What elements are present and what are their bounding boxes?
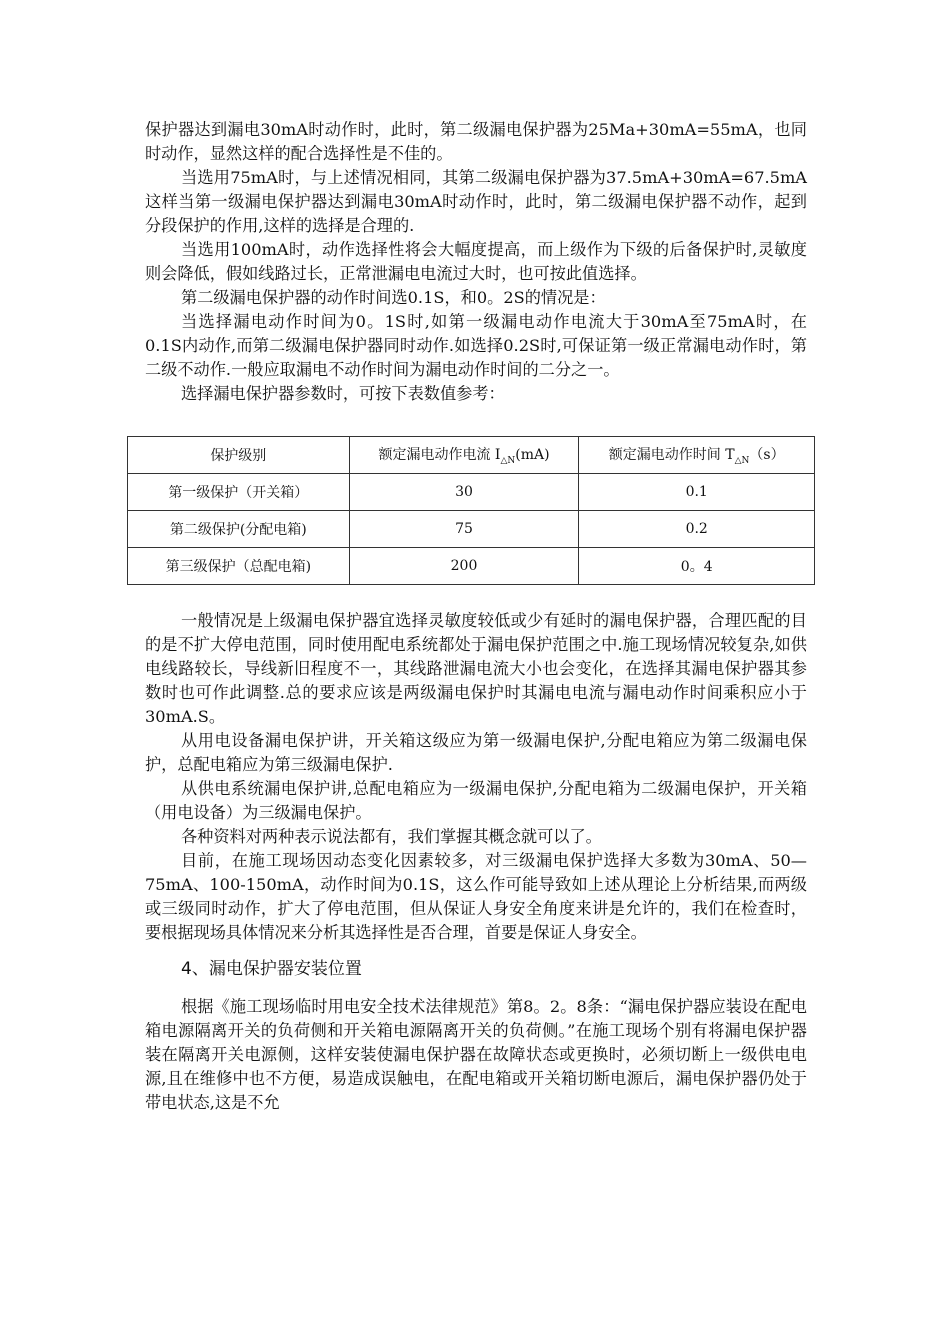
- table-cell: 0.1: [579, 474, 815, 511]
- paragraph: 第二级漏电保护器的动作时间选0.1S，和0。2S的情况是：: [181, 288, 606, 307]
- paragraph: 当选择漏电动作时间为0。1S时,如第一级漏电动作电流大于30mA至75mA时，在 0.1S内动作,而第二级漏电保护器同时动作.如选择0.2S时,可保证第一级正常漏电动作时，第二级不动作.一般应取漏电不动作时间为漏电动作时间的二分之一。: [145, 312, 807, 379]
- header-unit: (mA): [515, 447, 550, 464]
- header-unit: （s）: [749, 447, 785, 464]
- paragraph: 当选用100mA时，动作选择性将会大幅度提高，而上级作为下级的后备保护时,灵敏度则会降低，假如线路过长，正常泄漏电电流过大时，也可按此值选择。: [145, 240, 807, 283]
- body-section: [145, 609, 807, 945]
- paragraph: 当选用75mA时，与上述情况相同，其第二级漏电保护器为37.5mA+30mA=67.5mA这样当第一级漏电保护器达到漏电30mA时动作时，此时，第二级漏电保护器不动作，起到分段保护的作用,这样的选择是合理的.: [145, 168, 807, 235]
- paragraph: 从供电系统漏电保护讲,总配电箱应为一级漏电保护,分配电箱为二级漏电保护，开关箱（用电设备）为三级漏电保护。: [145, 779, 807, 822]
- parameter-table-wrapper: [127, 436, 815, 585]
- paragraph: 目前，在施工现场因动态变化因素较多，对三级漏电保护选择大多数为30mA、50—75mA、100-150mA，动作时间为0.1S，这么作可能导致如上述从理论上分析结果,而两级或三级同时动作，扩大了停电范围，但从保证人身安全角度来讲是允许的，我们在检查时，要根据现场具体情况来分析其选择性是否合理，首要是保证人身安全。: [145, 851, 807, 942]
- paragraph: 保护器达到漏电30mA时动作时，此时，第二级漏电保护器为25Ma+30mA=55mA，也同时动作，显然这样的配合选择性是不佳的。: [145, 120, 807, 163]
- document-page: [145, 118, 807, 1115]
- table-cell: 75: [349, 511, 579, 548]
- table-row: [128, 474, 815, 511]
- table-header-cell: [349, 437, 579, 474]
- table-cell: 第二级保护(分配电箱): [128, 511, 350, 548]
- table-header-cell: 保护级别: [128, 437, 350, 474]
- table-cell: 第一级保护（开关箱）: [128, 474, 350, 511]
- table-cell: 0.2: [579, 511, 815, 548]
- table-cell: 0。4: [579, 548, 815, 585]
- paragraph: 根据《施工现场临时用电安全技术法律规范》第8。2。8条：“漏电保护器应装设在配电箱电源隔离开关的负荷侧和开关箱电源隔离开关的负荷侧。”在施工现场个别有将漏电保护器装在隔离开关电源侧，这样安装使漏电保护器在故障状态或更换时，必须切断上一级供电电源,且在维修中也不方便，易造成误触电，在配电箱或开关箱切断电源后，漏电保护器仍处于带电状态,这是不允: [145, 997, 807, 1112]
- header-subscript: △N: [500, 455, 516, 466]
- header-text: 额定漏电动作时间 T: [608, 447, 735, 464]
- table-cell: 第三级保护（总配电箱): [128, 548, 350, 585]
- paragraph: 各种资料对两种表示说法都有，我们掌握其概念就可以了。: [181, 827, 602, 846]
- table-cell: 30: [349, 474, 579, 511]
- parameter-table: [127, 436, 815, 585]
- table-header-row: [128, 437, 815, 474]
- header-text: 额定漏电动作电流 I: [378, 447, 501, 464]
- table-header-cell: [579, 437, 815, 474]
- header-subscript: △N: [734, 455, 750, 466]
- section-heading: 4、漏电保护器安装位置: [181, 959, 362, 979]
- table-cell: 200: [349, 548, 579, 585]
- paragraph: 从用电设备漏电保护讲，开关箱这级应为第一级漏电保护,分配电箱应为第二级漏电保护，总配电箱应为第三级漏电保护.: [145, 731, 807, 774]
- table-row: [128, 548, 815, 585]
- paragraph: 一般情况是上级漏电保护器宜选择灵敏度较低或少有延时的漏电保护器，合理匹配的目的是不扩大停电范围，同时使用配电系统都处于漏电保护范围之中.施工现场情况较复杂,如供电线路较长，导线新旧程度不一，其线路泄漏电流大小也会变化，在选择其漏电保护器其参数时也可作此调整.总的要求应该是两级漏电保护时其漏电电流与漏电动作时间乘积应小于30mA.S。: [145, 611, 807, 726]
- table-row: [128, 511, 815, 548]
- paragraph: 选择漏电保护器参数时，可按下表数值参考：: [181, 384, 505, 403]
